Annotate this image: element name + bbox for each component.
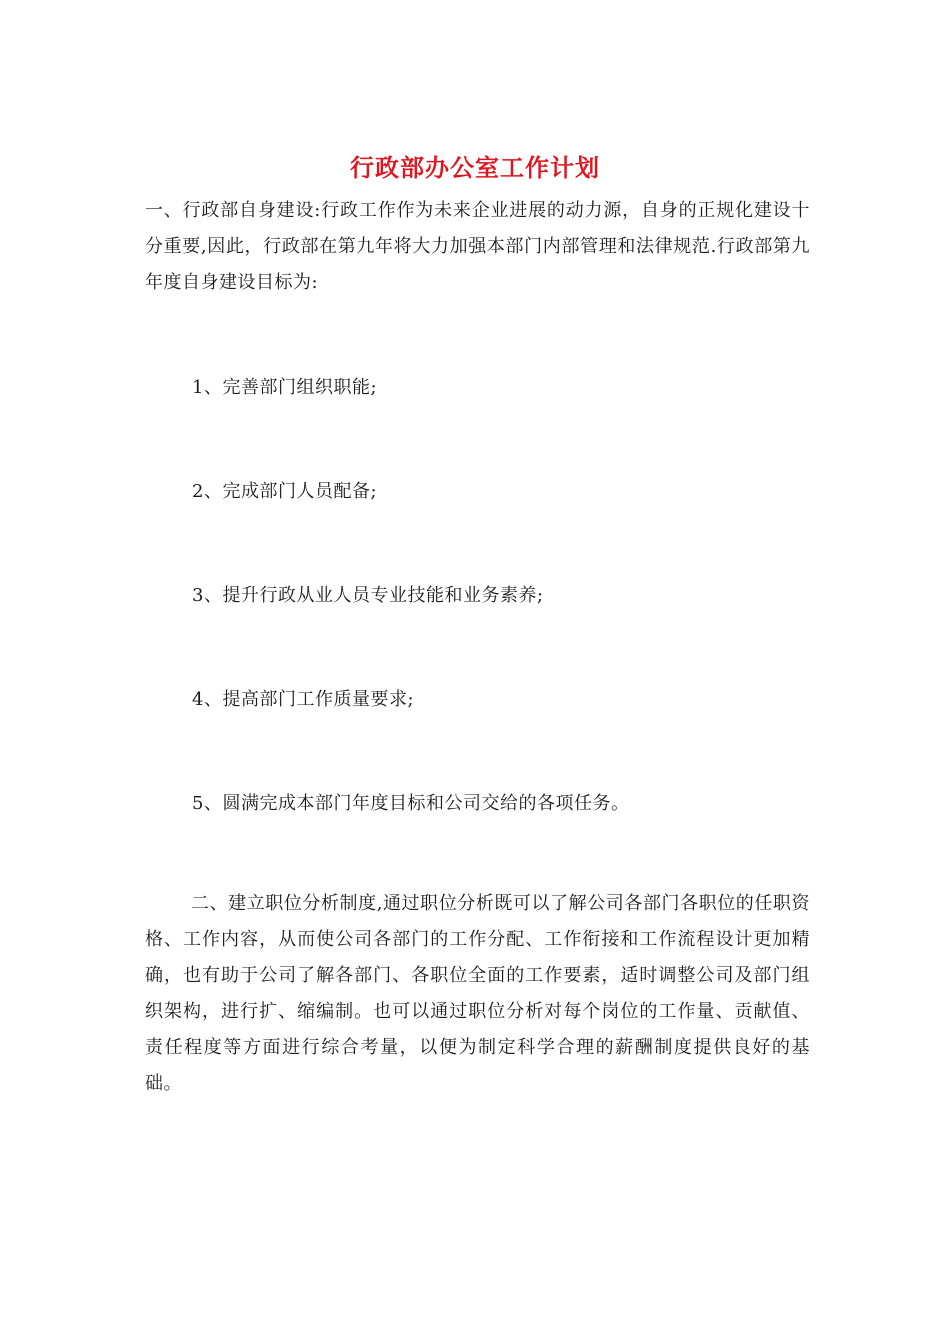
section-2-paragraph: 二、建立职位分析制度,通过职位分析既可以了解公司各部门各职位的任职资格、工作内容，从而使公司各部门的工作分配、工作衔接和工作流程设计更加精确，也有助于公司了解各部门、各职位全面的工作要素，适时调整公司及部门组织架构，进行扩、缩编制。也可以通过职位分析对每个岗位的工作量、贡献值、责任程度等方面进行综合考量，以便为制定科学合理的薪酬制度提供良好的基础。: [145, 893, 810, 1094]
list-item: 4、提高部门工作质量要求;: [192, 689, 415, 710]
list-item: 3、提升行政从业人员专业技能和业务素养;: [192, 585, 544, 606]
section-1-intro: 一、行政部自身建设:行政工作作为未来企业进展的动力源，自身的正规化建设十分重要,因此，行政部在第九年将大力加强本部门内部管理和法律规范.行政部第九年度自身建设目标为:: [145, 200, 810, 293]
list-item: 1、完善部门组织职能;: [192, 377, 378, 398]
document-title: 行政部办公室工作计划: [350, 153, 600, 182]
list-item: 2、完成部门人员配备;: [192, 481, 378, 502]
list-item: 5、圆满完成本部门年度目标和公司交给的各项任务。: [192, 793, 630, 814]
